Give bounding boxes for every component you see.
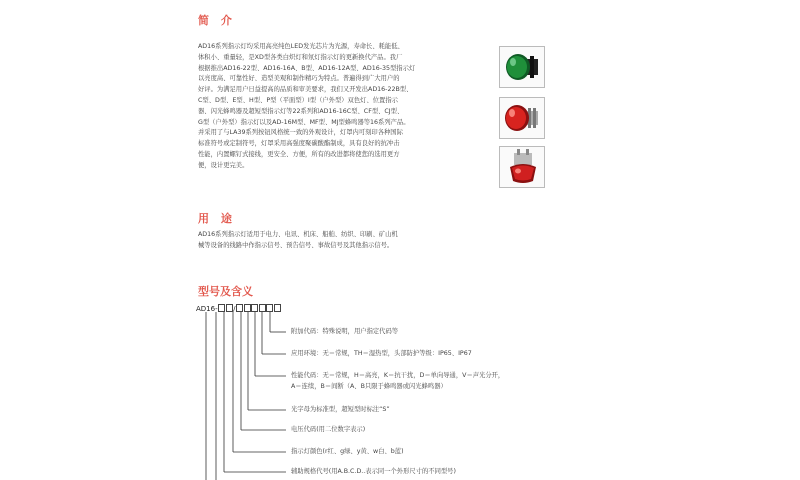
code-slash: / (233, 305, 236, 313)
desc-standard-type: 光字母为标准型，超短型时标注“S” (291, 406, 390, 413)
intro-line: AD16系列指示灯均采用高亮纯色LED发光芯片为光源，寿命长、耗能低、 (198, 43, 404, 50)
desc-voltage-code: 电压代码(用二位数字表示) (291, 426, 366, 433)
desc-performance-cont: A＝连续，B＝间断（A、B只限于蜂鸣器或闪光蜂鸣器） (291, 383, 447, 390)
intro-line: 性能，内置螺钉式接线，更安全、方便，所有的改进都将使您的选用更方 (198, 150, 400, 158)
intro-heading: 简 介 (198, 14, 236, 27)
desc-light-color: 指示灯颜色(r红、g绿、y黄、w白、b蓝) (291, 448, 404, 455)
intro-line: G型（户外型）指示灯以及AD-16M型、MF型、MJ型蜂鸣器等16系列产品。 (198, 118, 410, 126)
usage-line: 械等设备的线路中作指示信号、预告信号、事故信号及其他指示信号。 (198, 241, 394, 249)
intro-line: 根据推出AD16-22型、AD16-16A、B型、AD16-12A型、AD16-35型指示灯 (198, 64, 416, 72)
usage-line: AD16系列指示灯适用于电力、电讯、机床、船舶、纺织、印刷、矿山机 (198, 231, 398, 238)
intro-line: 标准符号或定制符号，灯罩采用高强度聚碳酸酯制成，具有良好的抗冲击 (198, 140, 400, 148)
intro-line: 便，设计更完美。 (198, 161, 249, 169)
intro-line: 以亮度高、可靠性好、造型美观和制作精巧为特点。普遍得到广大用户的 (198, 75, 400, 83)
intro-line: 好评。为满足用户日益提高的品质和审美要求，我们又开发出AD16-22B型、 (198, 86, 413, 94)
intro-line: 器、闪光蜂鸣器及超短型指示灯等22系列和AD16-16C型、CF型、CJ型、 (198, 107, 404, 115)
usage-heading: 用 途 (198, 212, 236, 225)
model-prefix: AD16- (196, 305, 218, 313)
intro-line: 体积小、重量轻，是XD型各类白炽灯和氖灯指示灯的更新换代产品。我厂 (198, 53, 403, 61)
intro-line: C型、D型、E型、H型、P型（平面型）I型（户外型）双色灯、位置指示 (198, 96, 398, 104)
model-heading: 型号及含义 (198, 285, 253, 298)
intro-line: 并采用了与LA39系列按钮风格统一致的外观设计，灯罩内可刻印各种国际 (198, 129, 403, 137)
desc-environment: 应用环境：无＝常规，TH＝湿热型，头部防护等级：IP65、IP67 (291, 350, 472, 357)
desc-additional-code: 附加代码：特殊说明，用户指定代码等 (291, 328, 399, 335)
desc-performance: 性能代码：无＝常规，H＝高亮，K＝抗干扰，D＝单向导通，V＝声光分开， (291, 372, 505, 379)
desc-aux-spec: 辅助规格代号(用A.B.C.D..表示同一个外形尺寸的不同型号) (291, 468, 456, 475)
